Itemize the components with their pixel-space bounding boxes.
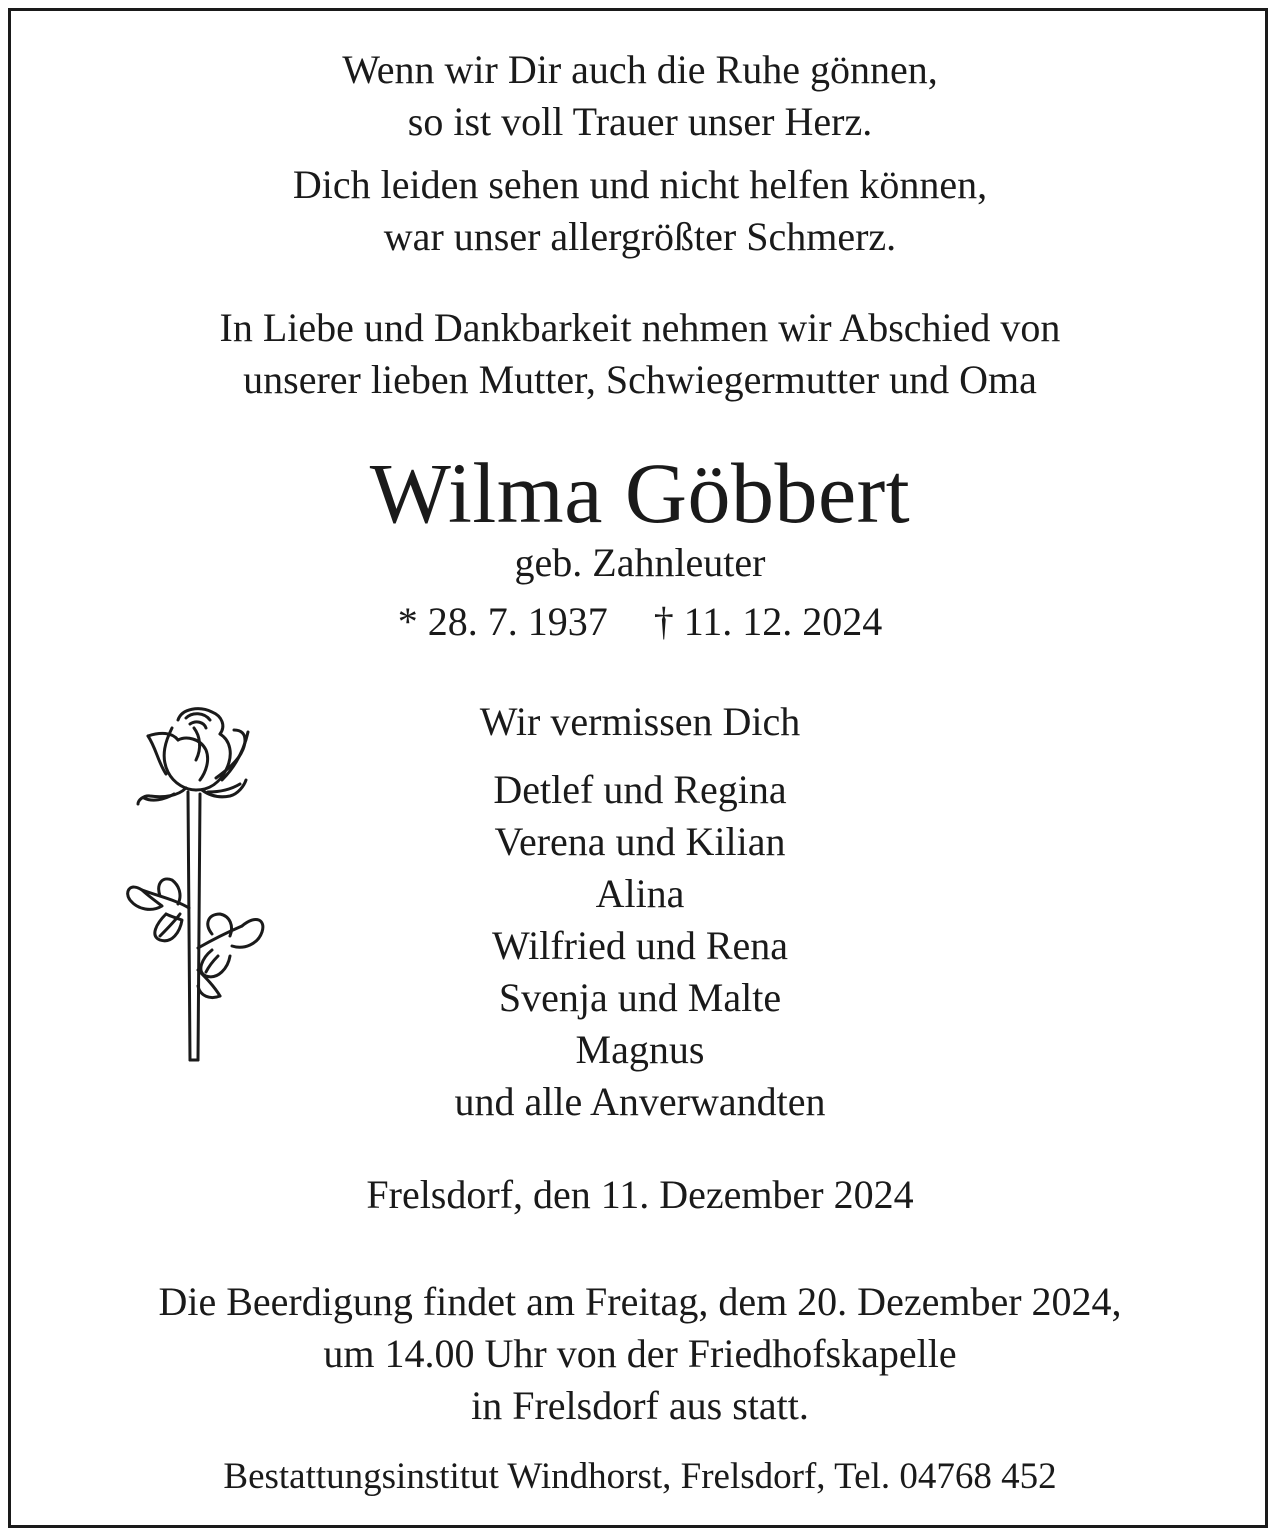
mourner-name: Detlef und Regina: [493, 767, 787, 812]
poem-line-1: Wenn wir Dir auch die Ruhe gönnen,: [342, 47, 938, 92]
intro-line-1: In Liebe und Dankbarkeit nehmen wir Abschied von: [219, 305, 1061, 350]
death-date: † 11. 12. 2024: [653, 599, 883, 644]
maiden-name: geb. Zahnleuter: [514, 540, 766, 585]
deceased-name: Wilma Göbbert: [369, 445, 911, 541]
funeral-line-2: um 14.00 Uhr von der Friedhofskapelle: [323, 1331, 957, 1376]
mourner-name: Alina: [595, 871, 685, 916]
poem-line-2: so ist voll Trauer unser Herz.: [407, 99, 873, 144]
funeral-line-1: Die Beerdigung findet am Freitag, dem 20. Dezember 2024,: [158, 1279, 1122, 1324]
intro-line-2: unserer lieben Mutter, Schwiegermutter und Oma: [243, 357, 1037, 402]
mourner-name: Wilfried und Rena: [491, 923, 789, 968]
poem-line-4: war unser allergrößter Schmerz.: [383, 214, 897, 259]
mourners-heading: Wir vermissen Dich: [479, 699, 801, 744]
mourner-name: Magnus: [575, 1027, 705, 1072]
poem-line-3: Dich leiden sehen und nicht helfen können,: [292, 162, 988, 207]
birth-date: * 28. 7. 1937: [397, 599, 608, 644]
mourners-list: [0, 764, 1280, 1128]
funeral-line-3: in Frelsdorf aus statt.: [471, 1383, 809, 1428]
mourner-name: Verena und Kilian: [494, 819, 786, 864]
life-dates: [0, 599, 1280, 644]
place-and-date: Frelsdorf, den 11. Dezember 2024: [366, 1172, 914, 1217]
mourner-name: und alle Anverwandten: [454, 1079, 826, 1124]
undertaker-info: Bestattungsinstitut Windhorst, Frelsdorf, Tel. 04768 452: [223, 1456, 1057, 1497]
mourner-name: Svenja und Malte: [498, 975, 782, 1020]
